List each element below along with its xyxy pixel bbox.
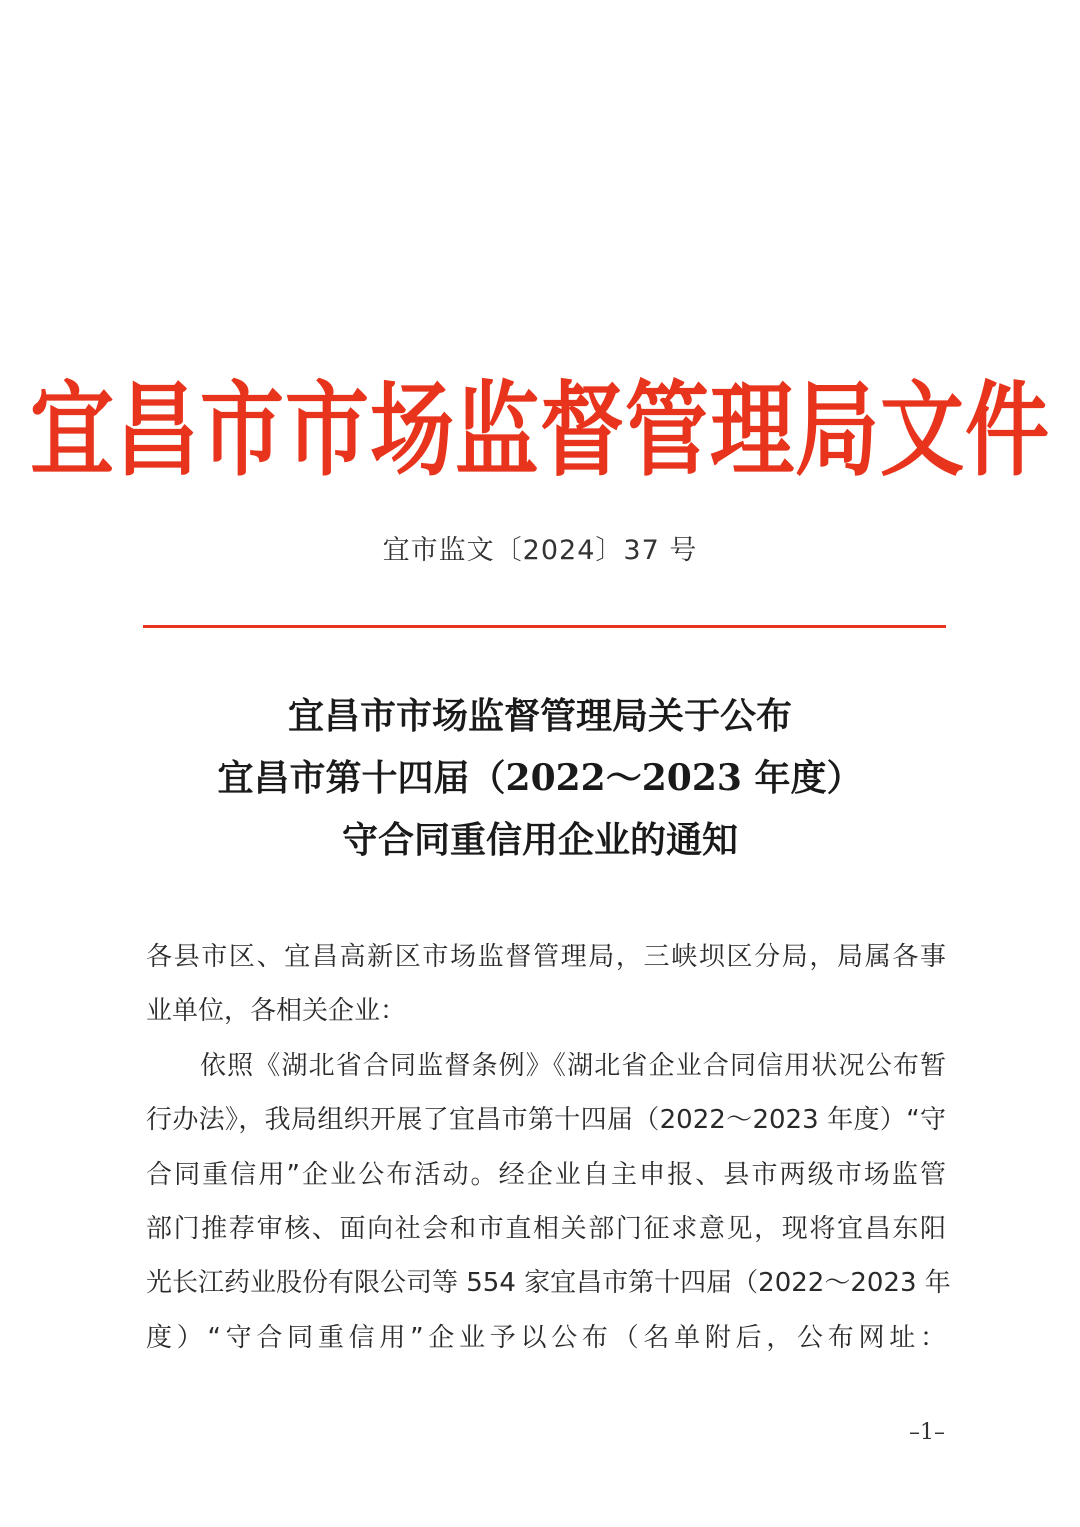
notice-body bbox=[146, 930, 951, 1365]
body-line: 各县市区、宜昌高新区市场监督管理局，三峡坝区分局，局属各事 bbox=[146, 942, 946, 972]
body-line: 业单位，各相关企业： bbox=[146, 996, 407, 1027]
title-line-2: 宜昌市第十四届（2022～2023 年度） bbox=[217, 757, 863, 799]
body-line: 行办法》，我局组织开展了宜昌市第十四届（2022～2023 年度）“守 bbox=[146, 1105, 946, 1136]
body-line: 合同重信用”企业公布活动。经企业自主申报、县市两级市场监管 bbox=[146, 1159, 946, 1190]
red-divider-line bbox=[143, 625, 946, 628]
document-number: 宜市监文〔2024〕37 号 bbox=[382, 535, 698, 566]
notice-title bbox=[0, 685, 1080, 871]
org-header-title: 宜昌市市场监督管理局文件 bbox=[29, 370, 1050, 490]
body-line: 依照《湖北省合同监督条例》《湖北省企业合同信用状况公布暂 bbox=[200, 1050, 946, 1081]
title-line-3: 守合同重信用企业的通知 bbox=[341, 819, 738, 861]
body-line: 度）“守合同重信用”企业予以公布（名单附后，公布网址： bbox=[146, 1322, 946, 1353]
body-line: 部门推荐审核、面向社会和市直相关部门征求意见，现将宜昌东阳 bbox=[146, 1213, 946, 1244]
page-number: –1– bbox=[909, 1420, 945, 1445]
title-line-1: 宜昌市市场监督管理局关于公布 bbox=[287, 695, 792, 737]
body-line: 光长江药业股份有限公司等 554 家宜昌市第十四届（2022～2023 年 bbox=[146, 1268, 951, 1299]
